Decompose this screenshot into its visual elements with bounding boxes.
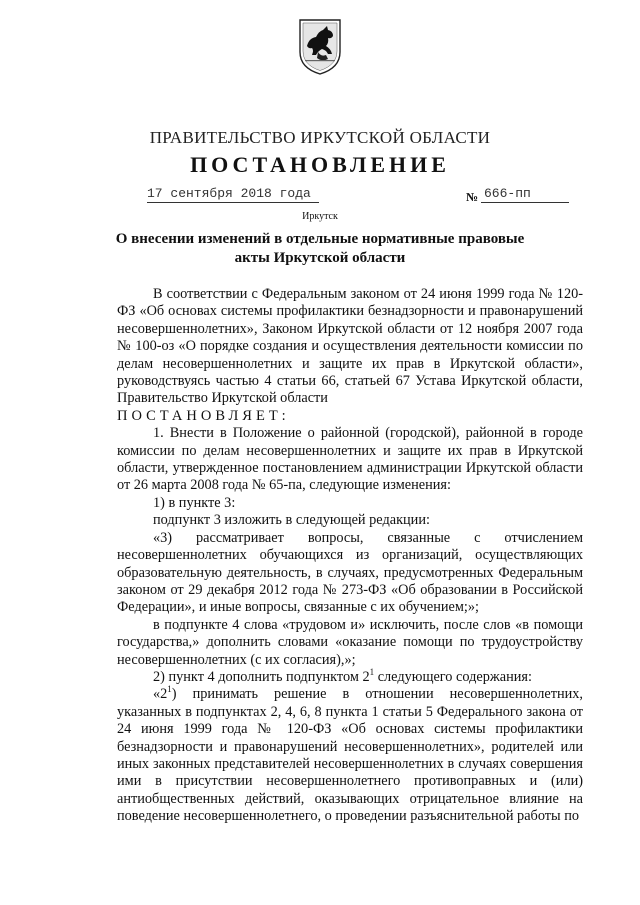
paragraph-7-tail: ) принимать решение в отношении несовершеннолетних, указанных в подпунктах 2, 4, 6, 8 пункта 1 статьи 5 Федерального закона от 24 июня 1999 года № 120-ФЗ «Об основах системы профилактики безнадзорности и правонарушений несовершеннолетних», родителей или иных законных представителей несовершеннолетних в случаях совершения ими в присутствии несовершеннолетнего противоправных и (или) антиобщественных действий, оказывающих отрицательное влияние на поведение несовершеннолетнего, о проведении разъяснительной работы по xyxy=(117,686,583,825)
document-title: О внесении изменений в отдельные нормативные правовые акты Иркутской области xyxy=(115,231,525,266)
paragraph-4: «3) рассматривает вопросы, связанные с отчислением несовершеннолетних обучающихся из организаций, осуществляющих образовательную деятельность, в случаях, предусмотренных Федеральным законом от 29 декабря 2012 года № 273-ФЗ «Об образовании в Российской Федерации», и иные вопросы, связанные с их обучением;»; xyxy=(117,529,583,616)
paragraph-5: в подпункте 4 слова «трудовом и» исключить, после слов «в помощи государства,» дополнить словами «оказание помощи по трудоустройству несовершеннолетних (с их согласия),»; xyxy=(117,616,583,668)
document-type: ПОСТАНОВЛЕНИЕ xyxy=(190,152,450,177)
resolves-heading: ПОСТАНОВЛЯЕТ: xyxy=(117,407,290,424)
paragraph-6 xyxy=(117,669,583,686)
preamble-paragraph: В соответствии с Федеральным законом от 24 июня 1999 года № 120-ФЗ «Об основах системы профилактики безнадзорности и правонарушений несовершеннолетних», Законом Иркутской области от 12 ноября 2007 года № 100-оз «О порядке создания и осуществления деятельности комиссии по делам несовершеннолетних и защите их прав в Иркутской области», руководствуясь частью 4 статьи 66, статьей 67 Устава Иркутской области, Правительство Иркутской области xyxy=(117,286,583,407)
paragraph-7 xyxy=(117,686,583,825)
document-body xyxy=(117,286,583,826)
coat-of-arms-icon xyxy=(297,16,343,76)
document-date: 17 сентября 2018 года xyxy=(147,186,319,203)
paragraph-3: подпункт 3 изложить в следующей редакции: xyxy=(153,512,430,529)
paragraph-6-superscript: 1 xyxy=(369,667,375,678)
number-label: № xyxy=(466,190,479,204)
paragraph-1: 1. Внести в Положение о районной (городской), районной в городе комиссии по делам несовершеннолетних и защите их прав в Иркутской области, утвержденное постановлением администрации Иркутской области от 26 марта 2008 года № 65-па, следующие изменения: xyxy=(117,425,583,494)
paragraph-7-text: «2 xyxy=(153,686,168,703)
document-number: 666-пп xyxy=(481,186,569,203)
government-name: ПРАВИТЕЛЬСТВО ИРКУТСКОЙ ОБЛАСТИ xyxy=(149,128,491,147)
paragraph-7-superscript: 1 xyxy=(167,684,172,695)
city-name: Иркутск xyxy=(302,211,338,222)
paragraph-2: 1) в пункте 3: xyxy=(153,494,236,511)
paragraph-6-text: 2) пункт 4 дополнить подпунктом 2 xyxy=(153,668,370,685)
paragraph-6-tail: следующего содержания: xyxy=(374,668,532,685)
